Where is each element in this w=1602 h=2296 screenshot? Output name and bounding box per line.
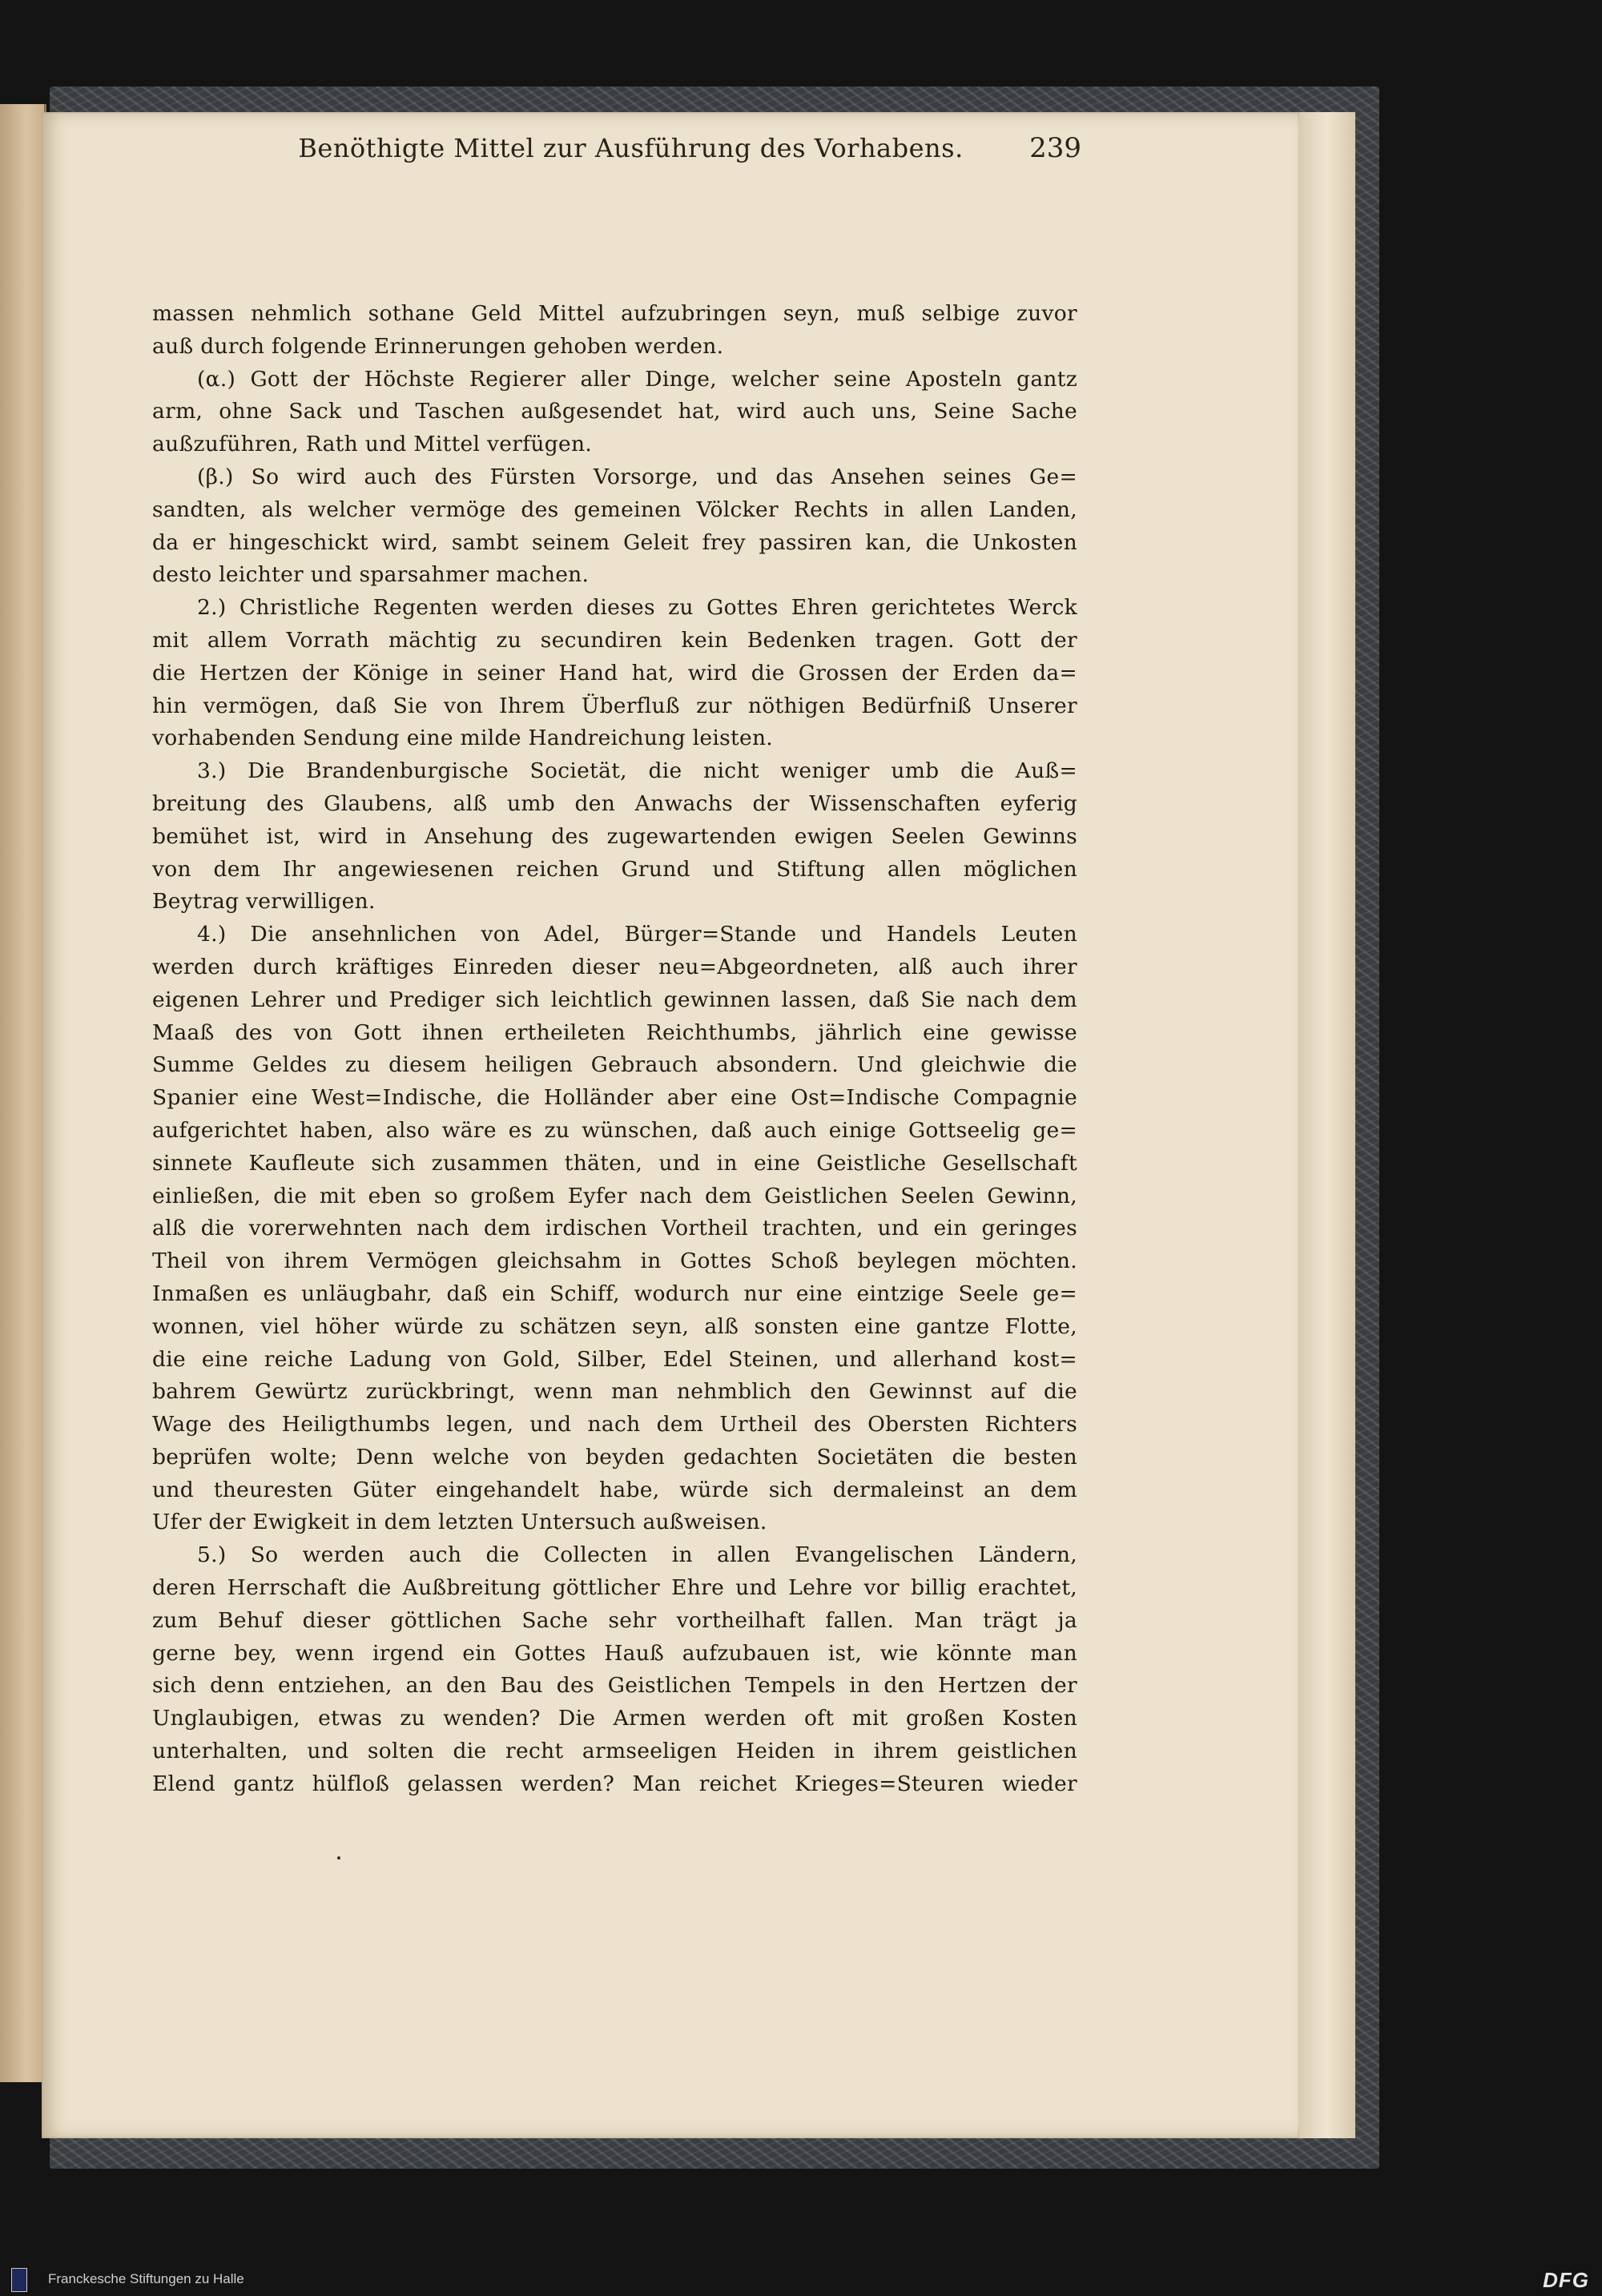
text-line: desto leichter und sparsahmer machen. xyxy=(152,562,590,588)
text-line: sinnete Kaufleute sich zusammen thäten, und in eine Geistliche Gesellschaft xyxy=(152,1150,1077,1176)
text-line: 5.) So werden auch die Collecten in allen Evangelischen Ländern, xyxy=(197,1542,1077,1568)
text-line: hin vermögen, daß Sie von Ihrem Überfluß zur nöthigen Bedürfniß Unserer xyxy=(152,693,1077,718)
text-line: unterhalten, und solten die recht armseeligen Heiden in ihrem geistlichen xyxy=(152,1739,1077,1764)
text-line: eigenen Lehrer und Prediger sich leichtlich gewinnen lassen, daß Sie nach dem xyxy=(152,987,1077,1012)
text-line: außzuführen, Rath und Mittel verfügen. xyxy=(152,432,593,457)
text-line: Ufer der Ewigkeit in dem letzten Untersuch außweisen. xyxy=(152,1510,767,1535)
text-line: wonnen, viel höher würde zu schätzen seyn, alß sonsten eine gantze Flotte, xyxy=(152,1313,1077,1339)
text-line: sich denn entziehen, an den Bau des Geistlichen Tempels in den Hertzen der xyxy=(152,1673,1077,1699)
text-line: alß die vorerwehnten nach dem irdischen Vortheil trachten, und ein geringes xyxy=(152,1216,1077,1241)
text-line: breitung des Glaubens, alß umb den Anwachs der Wissenschaften eyferig xyxy=(152,790,1077,816)
text-line: die Hertzen der Könige in seiner Hand hat, wird die Grossen der Erden da= xyxy=(152,660,1077,686)
text-line: zum Behuf dieser göttlichen Sache sehr vortheilhaft fallen. Man trägt ja xyxy=(152,1607,1077,1633)
text-line: Beytrag verwilligen. xyxy=(152,889,376,915)
text-line: von dem Ihr angewiesenen reichen Grund und Stiftung allen möglichen xyxy=(152,856,1077,882)
running-head: Benöthigte Mittel zur Ausführung des Vorhabens. xyxy=(298,133,964,163)
text-line: einließen, die mit eben so großem Eyfer nach dem Geistlichen Seelen Gewinn, xyxy=(152,1183,1077,1208)
text-line: arm, ohne Sack und Taschen außgesendet hat, wird auch uns, Seine Sache xyxy=(152,399,1077,424)
text-line: sandten, als welcher vermöge des gemeinen Völcker Rechts in allen Landen, xyxy=(152,497,1077,522)
text-line: Unglaubigen, etwas zu wenden? Die Armen werden oft mit großen Kosten xyxy=(152,1706,1077,1731)
page-stack-edge xyxy=(1298,112,1355,2138)
dfg-logo: DFG xyxy=(1543,2268,1589,2292)
institution-logo-icon xyxy=(11,2268,27,2292)
text-line: Summe Geldes zu diesem heiligen Gebrauch absondern. Und gleichwie die xyxy=(152,1052,1077,1078)
text-line: bemühet ist, wird in Ansehung des zugewartenden ewigen Seelen Gewinns xyxy=(152,823,1077,849)
text-line: und theuresten Güter eingehandelt habe, würde sich dermaleinst an dem xyxy=(152,1477,1077,1502)
text-line: 2.) Christliche Regenten werden dieses zu Gottes Ehren gerichtetes Werck xyxy=(197,595,1077,621)
text-line: aufgerichtet haben, also wäre es zu wünschen, daß auch einige Gottseelig ge= xyxy=(152,1117,1077,1143)
text-line: Wage des Heiligthumbs legen, und nach dem Urtheil des Obersten Richters xyxy=(152,1412,1077,1438)
body-text xyxy=(152,298,1077,1801)
text-line: mit allem Vorrath mächtig zu secundiren kein Bedenken tragen. Gott der xyxy=(152,627,1077,653)
text-line: (β.) So wird auch des Fürsten Vorsorge, und das Ansehen seines Ge= xyxy=(197,464,1077,489)
text-line: Elend gantz hülfloß gelassen werden? Man reichet Krieges=Steuren wieder xyxy=(152,1771,1077,1796)
text-line: gerne bey, wenn irgend ein Gottes Hauß aufzubauen ist, wie könnte man xyxy=(152,1640,1077,1666)
text-line: die eine reiche Ladung von Gold, Silber, Edel Steinen, und allerhand kost= xyxy=(152,1346,1077,1372)
ink-speck xyxy=(337,1856,340,1860)
text-line: 3.) Die Brandenburgische Societät, die nicht weniger umb die Auß= xyxy=(197,758,1077,784)
text-line: bahrem Gewürtz zurückbringt, wenn man nehmblich den Gewinnst auf die xyxy=(152,1379,1077,1405)
adjacent-page-edge xyxy=(0,104,46,2082)
text-line: Spanier eine West=Indische, die Holländer aber eine Ost=Indische Compagnie xyxy=(152,1085,1077,1111)
text-line: Inmaßen es unläugbahr, daß ein Schiff, wodurch nur eine eintzige Seele ge= xyxy=(152,1281,1077,1306)
text-line: Maaß des von Gott ihnen ertheileten Reichthumbs, jährlich eine gewisse xyxy=(152,1019,1077,1045)
text-line: 4.) Die ansehnlichen von Adel, Bürger=Stande und Handels Leuten xyxy=(197,922,1077,947)
text-line: Theil von ihrem Vermögen gleichsahm in Gottes Schoß beylegen möchten. xyxy=(152,1249,1077,1274)
text-line: (α.) Gott der Höchste Regierer aller Dinge, welcher seine Aposteln gantz xyxy=(197,366,1077,392)
text-line: da er hingeschickt wird, sambt seinem Geleit frey passiren kan, die Unkosten xyxy=(152,529,1077,555)
text-line: massen nehmlich sothane Geld Mittel aufzubringen seyn, muß selbige zuvor xyxy=(152,301,1077,326)
text-line: auß durch folgende Erinnerungen gehoben werden. xyxy=(152,333,724,359)
text-line: werden durch kräftiges Einreden dieser neu=Abgeordneten, alß auch ihrer xyxy=(152,954,1077,979)
text-line: vorhabenden Sendung eine milde Handreichung leisten. xyxy=(152,726,774,751)
page-header xyxy=(264,132,1081,180)
text-line: beprüfen wolte; Denn welche von beyden gedachten Societäten die besten xyxy=(152,1444,1077,1470)
text-line: deren Herrschaft die Außbreitung göttlicher Ehre und Lehre vor billig erachtet, xyxy=(152,1575,1077,1601)
page-number: 239 xyxy=(1029,132,1081,164)
footer-institution: Franckesche Stiftungen zu Halle xyxy=(48,2271,244,2286)
